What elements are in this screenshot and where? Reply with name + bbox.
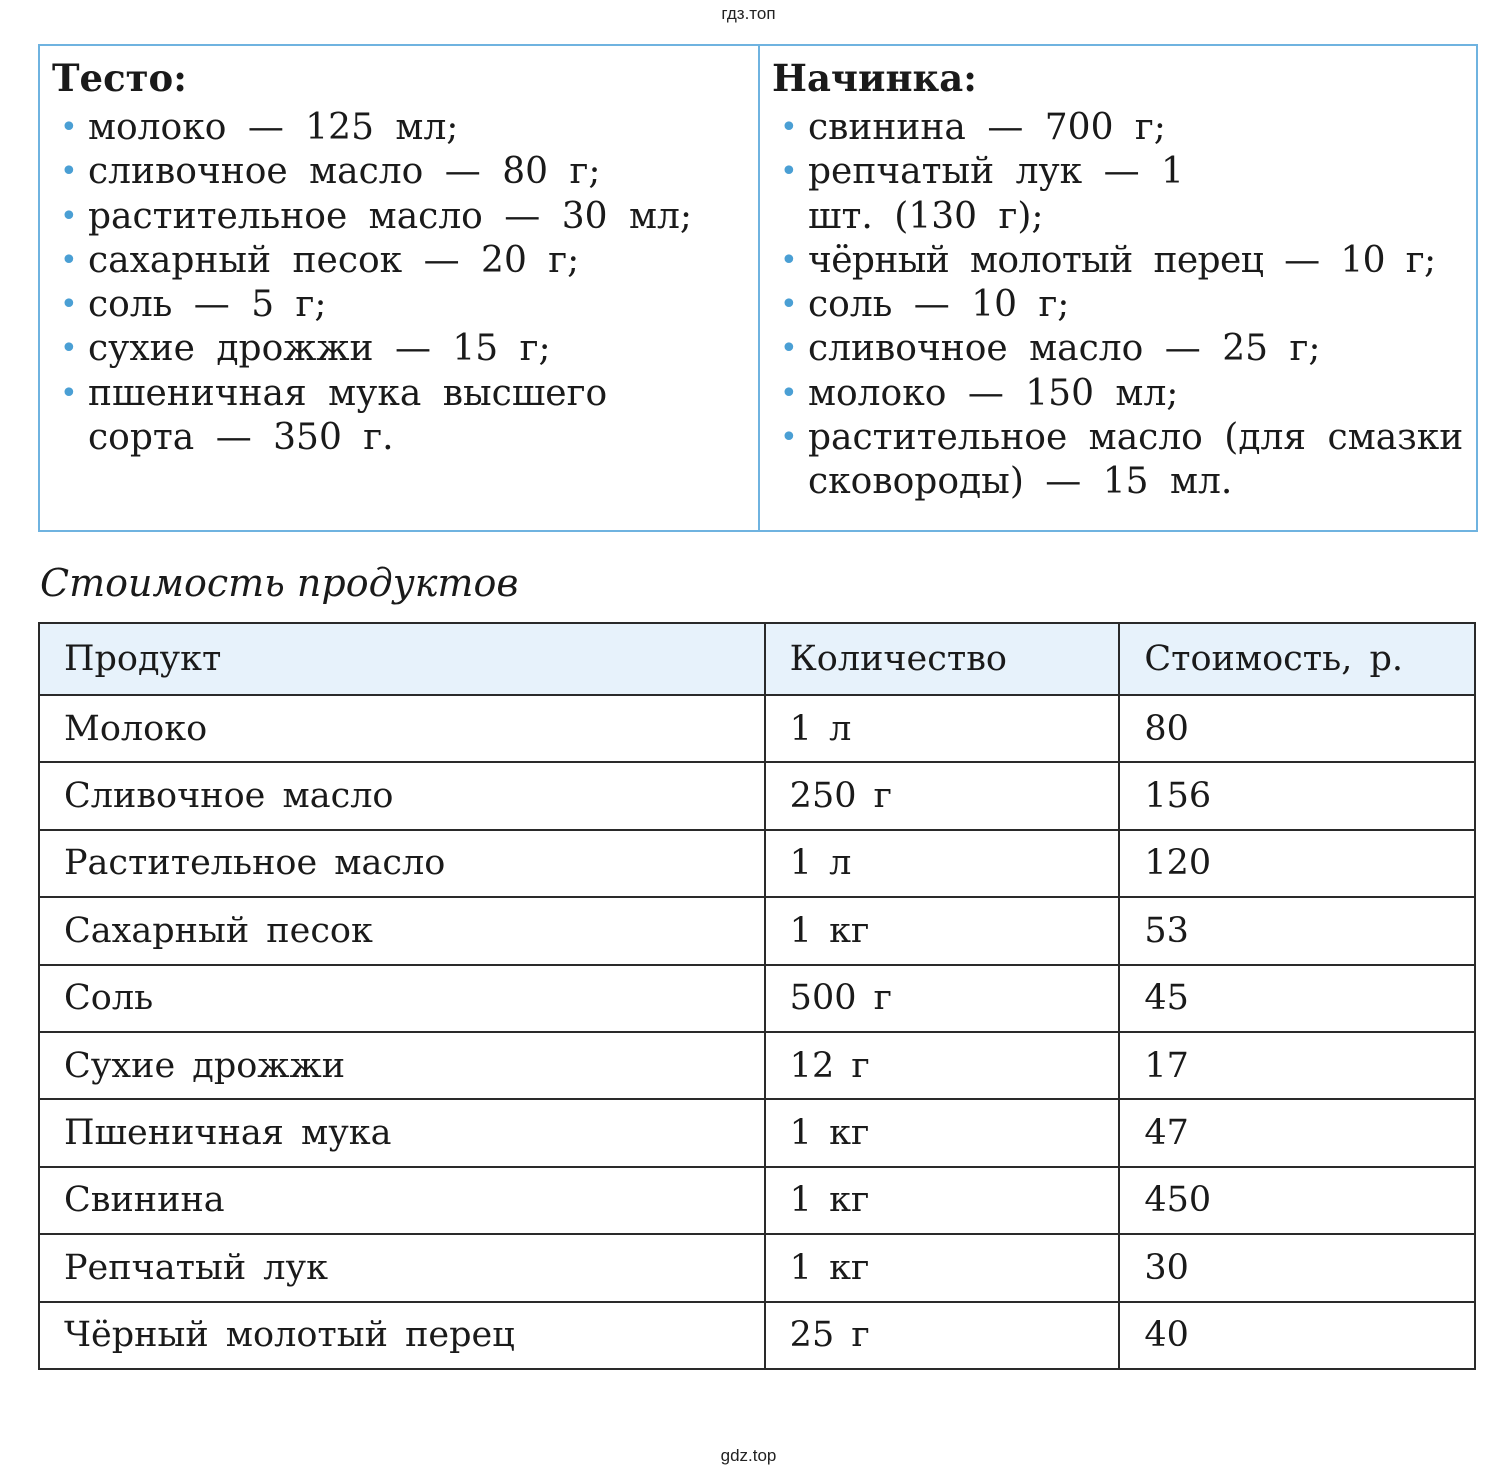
table-row xyxy=(39,1167,1475,1234)
dough-column xyxy=(40,46,760,530)
table-row xyxy=(39,695,1475,762)
table-row xyxy=(39,830,1475,897)
list-item: • пшеничная мука высшего сорта — 350 г. xyxy=(60,372,608,459)
filling-column xyxy=(760,46,1476,530)
product-cell: Чёрный молотый перец xyxy=(39,1302,765,1369)
list-item: • сливочное масло — 80 г; xyxy=(52,150,758,194)
list-item: • чёрный молотый перец — 10 г; xyxy=(772,239,1476,283)
bullet-icon: • xyxy=(780,331,798,367)
cost-cell: 30 xyxy=(1119,1234,1475,1301)
list-item: • сахарный песок — 20 г; xyxy=(52,239,758,283)
table-row xyxy=(39,1234,1475,1301)
list-item: • свинина — 700 г; xyxy=(772,106,1476,150)
watermark-bottom: gdz.top xyxy=(720,1446,777,1465)
bullet-icon: • xyxy=(780,242,798,278)
quantity-cell: 1 л xyxy=(765,695,1120,762)
product-cell: Соль xyxy=(39,965,765,1032)
list-item: • сухие дрожжи — 15 г; xyxy=(52,327,758,371)
product-cell: Репчатый лук xyxy=(39,1234,765,1301)
list-item: • молоко — 125 мл; xyxy=(52,106,758,150)
quantity-cell: 1 кг xyxy=(765,1234,1120,1301)
bullet-icon: • xyxy=(60,331,78,367)
column-header-product: Продукт xyxy=(39,623,765,695)
bullet-icon: • xyxy=(60,198,78,234)
table-row xyxy=(39,1302,1475,1369)
filling-ingredient-list xyxy=(772,106,1476,505)
quantity-cell: 1 кг xyxy=(765,1099,1120,1166)
product-cell: Растительное масло xyxy=(39,830,765,897)
table-row xyxy=(39,897,1475,964)
bullet-icon: • xyxy=(780,420,798,456)
quantity-cell: 1 л xyxy=(765,830,1120,897)
product-cell: Сливочное масло xyxy=(39,762,765,829)
product-cell: Пшеничная мука xyxy=(39,1099,765,1166)
table-row xyxy=(39,1032,1475,1099)
bullet-icon: • xyxy=(60,287,78,323)
list-item: • растительное масло (для смазки сковороды) — 15 мл. xyxy=(780,417,1464,503)
list-item: • соль — 5 г; xyxy=(52,283,758,327)
bullet-icon: • xyxy=(60,242,78,278)
prices-table xyxy=(38,622,1476,1370)
quantity-cell: 250 г xyxy=(765,762,1120,829)
cost-cell: 80 xyxy=(1119,695,1475,762)
table-row xyxy=(39,762,1475,829)
table-row xyxy=(39,1099,1475,1166)
quantity-cell: 1 кг xyxy=(765,1167,1120,1234)
table-row xyxy=(39,965,1475,1032)
cost-cell: 156 xyxy=(1119,762,1475,829)
column-header-quantity: Количество xyxy=(765,623,1120,695)
cost-cell: 450 xyxy=(1119,1167,1475,1234)
dough-title: Тесто: xyxy=(52,56,187,100)
cost-cell: 40 xyxy=(1119,1302,1475,1369)
cost-cell: 17 xyxy=(1119,1032,1475,1099)
product-cell: Молоко xyxy=(39,695,765,762)
quantity-cell: 12 г xyxy=(765,1032,1120,1099)
list-item: • репчатый лук — 1 шт. (130 г); xyxy=(780,151,1184,237)
list-item: • молоко — 150 мл; xyxy=(772,372,1476,416)
column-header-cost: Стоимость, р. xyxy=(1119,623,1475,695)
quantity-cell: 25 г xyxy=(765,1302,1120,1369)
bullet-icon: • xyxy=(60,154,78,190)
cost-cell: 120 xyxy=(1119,830,1475,897)
bullet-icon: • xyxy=(60,110,78,145)
list-item: • растительное масло — 30 мл; xyxy=(52,195,758,239)
list-item: • сливочное масло — 25 г; xyxy=(772,327,1476,371)
list-item: • соль — 10 г; xyxy=(772,283,1476,327)
product-cell: Сахарный песок xyxy=(39,897,765,964)
product-cell: Сухие дрожжи xyxy=(39,1032,765,1099)
quantity-cell: 1 кг xyxy=(765,897,1120,964)
bullet-icon: • xyxy=(60,375,78,411)
filling-title: Начинка: xyxy=(772,56,977,100)
table-header-row xyxy=(39,623,1475,695)
dough-ingredient-list xyxy=(52,106,758,460)
cost-cell: 45 xyxy=(1119,965,1475,1032)
cost-cell: 47 xyxy=(1119,1099,1475,1166)
cost-cell: 53 xyxy=(1119,897,1475,964)
bullet-icon: • xyxy=(780,375,798,411)
bullet-icon: • xyxy=(780,287,798,323)
bullet-icon: • xyxy=(780,110,798,145)
watermark-top: гдз.топ xyxy=(721,4,776,23)
quantity-cell: 500 г xyxy=(765,965,1120,1032)
recipe-box xyxy=(38,44,1478,532)
product-cell: Свинина xyxy=(39,1167,765,1234)
bullet-icon: • xyxy=(780,154,798,190)
prices-heading: Стоимость продуктов xyxy=(40,561,519,605)
